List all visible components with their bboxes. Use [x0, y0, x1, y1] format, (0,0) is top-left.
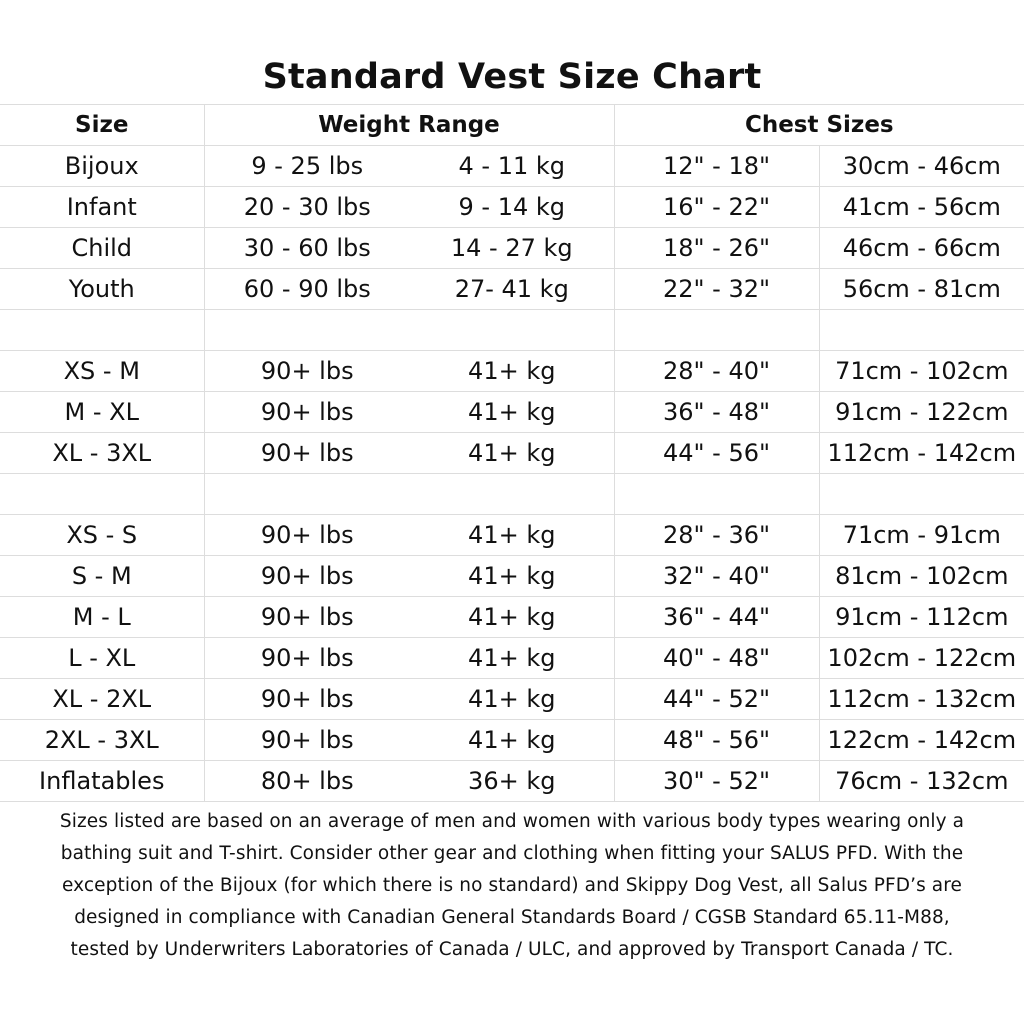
chest-cm-cell: 71cm - 102cm: [819, 351, 1024, 392]
weight-lbs-cell: 90+ lbs: [204, 556, 410, 597]
size-cell: S - M: [0, 556, 204, 597]
chest-inches-cell: 48" - 56": [614, 720, 819, 761]
chest-inches-cell: 28" - 36": [614, 515, 819, 556]
weight-kg-cell: 36+ kg: [410, 761, 614, 802]
size-cell: 2XL - 3XL: [0, 720, 204, 761]
weight-kg-cell: 9 - 14 kg: [410, 187, 614, 228]
weight-lbs-cell: 80+ lbs: [204, 761, 410, 802]
chest-cm-cell: 41cm - 56cm: [819, 187, 1024, 228]
weight-kg-cell: 41+ kg: [410, 597, 614, 638]
note-line: bathing suit and T-shirt. Consider other gear and clothing when fitting your SALUS PFD. With the: [60, 843, 964, 864]
chest-cm-cell: 71cm - 91cm: [819, 515, 1024, 556]
chest-cm-cell: 76cm - 132cm: [819, 761, 1024, 802]
weight-kg-cell: 41+ kg: [410, 556, 614, 597]
chest-inches-cell: 36" - 44": [614, 597, 819, 638]
spacer-cell: [819, 474, 1024, 515]
weight-lbs-cell: 90+ lbs: [204, 638, 410, 679]
weight-lbs-cell: 90+ lbs: [204, 433, 410, 474]
weight-lbs-cell: 60 - 90 lbs: [204, 269, 410, 310]
size-cell: M - XL: [0, 392, 204, 433]
size-cell: Infant: [0, 187, 204, 228]
chest-cm-cell: 102cm - 122cm: [819, 638, 1024, 679]
spacer-cell: [819, 310, 1024, 351]
chest-inches-cell: 16" - 22": [614, 187, 819, 228]
note-line: tested by Underwriters Laboratories of Canada / ULC, and approved by Transport Canada / TC.: [70, 939, 954, 960]
table-row: [0, 433, 1024, 474]
spacer-cell: [204, 474, 410, 515]
spacer-row: [0, 474, 1024, 515]
chest-cm-cell: 112cm - 132cm: [819, 679, 1024, 720]
table-row: [0, 720, 1024, 761]
table-row: [0, 597, 1024, 638]
chest-inches-cell: 18" - 26": [614, 228, 819, 269]
chest-cm-cell: 122cm - 142cm: [819, 720, 1024, 761]
weight-lbs-cell: 20 - 30 lbs: [204, 187, 410, 228]
weight-kg-cell: 41+ kg: [410, 679, 614, 720]
table-row: [0, 556, 1024, 597]
weight-kg-cell: 14 - 27 kg: [410, 228, 614, 269]
spacer-cell: [204, 310, 410, 351]
size-cell: XL - 2XL: [0, 679, 204, 720]
header-size: Size: [0, 105, 204, 146]
spacer-row: [0, 310, 1024, 351]
chest-inches-cell: 44" - 52": [614, 679, 819, 720]
size-cell: XL - 3XL: [0, 433, 204, 474]
chest-inches-cell: 36" - 48": [614, 392, 819, 433]
chart-title: Standard Vest Size Chart: [262, 57, 762, 97]
size-cell: Youth: [0, 269, 204, 310]
weight-kg-cell: 41+ kg: [410, 515, 614, 556]
size-cell: Inflatables: [0, 761, 204, 802]
weight-lbs-cell: 90+ lbs: [204, 720, 410, 761]
size-cell: L - XL: [0, 638, 204, 679]
weight-lbs-cell: 90+ lbs: [204, 515, 410, 556]
chest-cm-cell: 91cm - 112cm: [819, 597, 1024, 638]
size-cell: XS - M: [0, 351, 204, 392]
table-row: [0, 515, 1024, 556]
weight-lbs-cell: 90+ lbs: [204, 597, 410, 638]
weight-kg-cell: 41+ kg: [410, 433, 614, 474]
header-chest-sizes: Chest Sizes: [614, 105, 1024, 146]
table-row: [0, 269, 1024, 310]
table-row: [0, 638, 1024, 679]
weight-kg-cell: 41+ kg: [410, 638, 614, 679]
weight-lbs-cell: 90+ lbs: [204, 679, 410, 720]
size-cell: Child: [0, 228, 204, 269]
table-row: [0, 187, 1024, 228]
chest-inches-cell: 30" - 52": [614, 761, 819, 802]
chest-cm-cell: 30cm - 46cm: [819, 146, 1024, 187]
spacer-cell: [410, 310, 614, 351]
spacer-cell: [614, 310, 819, 351]
chest-cm-cell: 112cm - 142cm: [819, 433, 1024, 474]
table-row: [0, 228, 1024, 269]
chest-inches-cell: 12" - 18": [614, 146, 819, 187]
table-row: [0, 679, 1024, 720]
weight-kg-cell: 27- 41 kg: [410, 269, 614, 310]
note-line: exception of the Bijoux (for which there is no standard) and Skippy Dog Vest, all Salus PFD’s are: [61, 875, 963, 896]
header-weight-range: Weight Range: [204, 105, 614, 146]
chest-inches-cell: 44" - 56": [614, 433, 819, 474]
weight-lbs-cell: 90+ lbs: [204, 351, 410, 392]
spacer-cell: [0, 474, 204, 515]
spacer-cell: [410, 474, 614, 515]
chest-inches-cell: 32" - 40": [614, 556, 819, 597]
disclaimer-note: [0, 806, 1024, 966]
size-cell: Bijoux: [0, 146, 204, 187]
spacer-cell: [0, 310, 204, 351]
chest-cm-cell: 81cm - 102cm: [819, 556, 1024, 597]
weight-kg-cell: 4 - 11 kg: [410, 146, 614, 187]
table-row: [0, 146, 1024, 187]
spacer-cell: [614, 474, 819, 515]
table-row: [0, 392, 1024, 433]
chest-inches-cell: 28" - 40": [614, 351, 819, 392]
size-cell: XS - S: [0, 515, 204, 556]
table-header-row: [0, 105, 1024, 146]
chest-inches-cell: 40" - 48": [614, 638, 819, 679]
size-cell: M - L: [0, 597, 204, 638]
weight-lbs-cell: 9 - 25 lbs: [204, 146, 410, 187]
weight-lbs-cell: 30 - 60 lbs: [204, 228, 410, 269]
weight-kg-cell: 41+ kg: [410, 720, 614, 761]
chest-cm-cell: 56cm - 81cm: [819, 269, 1024, 310]
weight-kg-cell: 41+ kg: [410, 392, 614, 433]
chest-cm-cell: 46cm - 66cm: [819, 228, 1024, 269]
weight-lbs-cell: 90+ lbs: [204, 392, 410, 433]
note-line: designed in compliance with Canadian General Standards Board / CGSB Standard 65.11-M88,: [74, 907, 950, 928]
note-line: Sizes listed are based on an average of men and women with various body types wearing only a: [59, 811, 965, 832]
chest-inches-cell: 22" - 32": [614, 269, 819, 310]
weight-kg-cell: 41+ kg: [410, 351, 614, 392]
table-row: [0, 761, 1024, 802]
chest-cm-cell: 91cm - 122cm: [819, 392, 1024, 433]
table-row: [0, 351, 1024, 392]
size-chart-table: [0, 104, 1024, 802]
